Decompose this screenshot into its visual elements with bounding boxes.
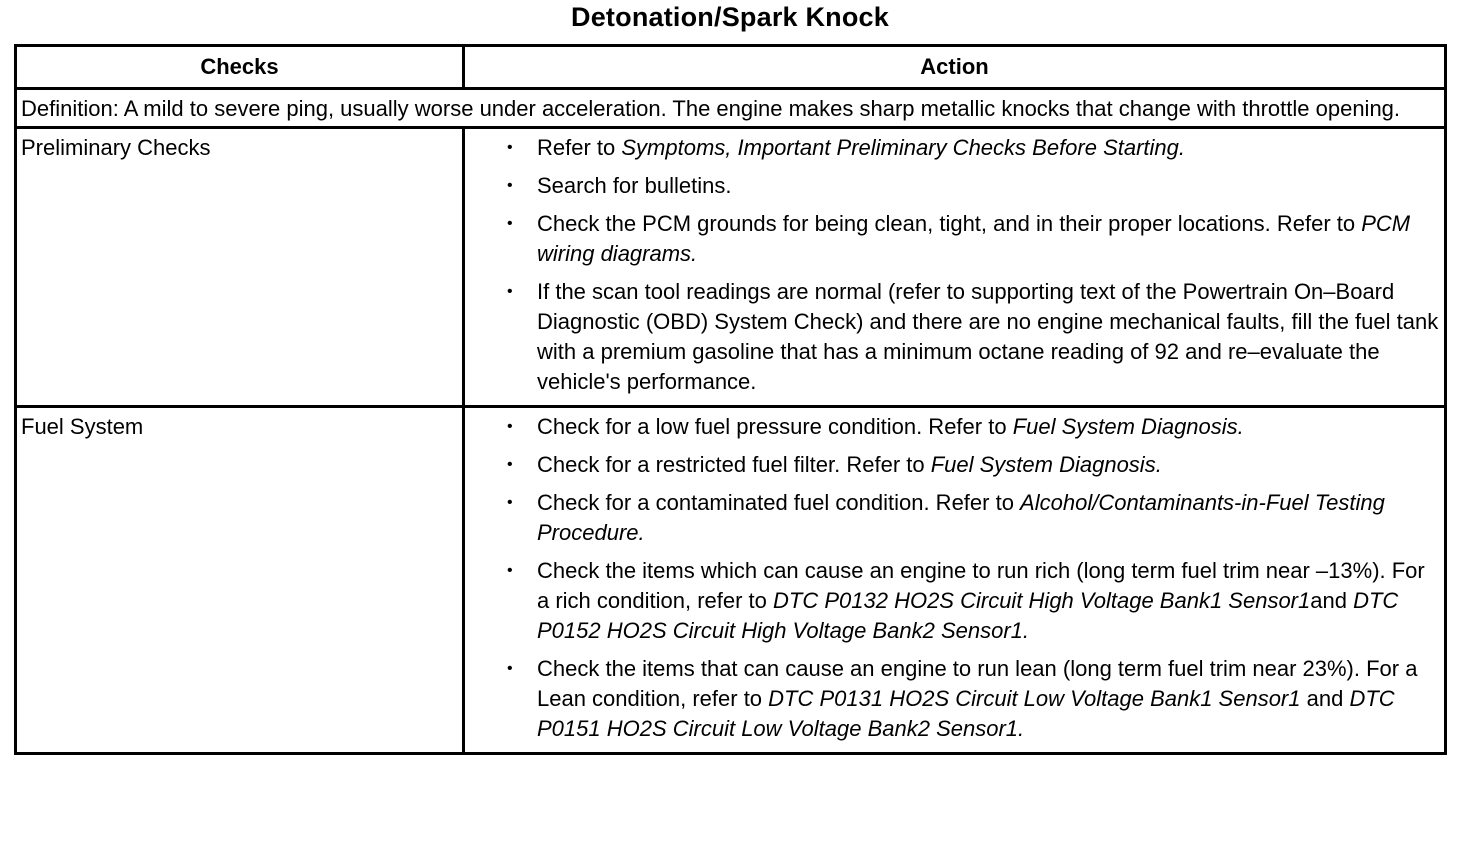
reference-text: Symptoms, Important Preliminary Checks Before Starting. xyxy=(621,135,1186,160)
item-text: Check the PCM grounds for being clean, tight, and in their proper locations. Refer to xyxy=(537,211,1362,236)
bullet-icon: • xyxy=(507,494,513,511)
action-list xyxy=(493,412,1440,744)
bullet-icon: • xyxy=(507,139,513,156)
page-title: Detonation/Spark Knock xyxy=(571,2,889,32)
item-text: Check the items that can cause an engine to run lean (long term fuel trim near 23%). For a Lean condition, refer to xyxy=(537,656,1418,711)
reference-text: DTC P0151 HO2S Circuit Low Voltage Bank2 Sensor1. xyxy=(537,686,1395,741)
reference-text: DTC P0131 HO2S Circuit Low Voltage Bank1 Sensor1 xyxy=(768,686,1301,711)
action-cell xyxy=(464,407,1446,754)
table-row xyxy=(16,407,1446,754)
reference-text: PCM wiring diagrams. xyxy=(537,211,1411,266)
list-item xyxy=(493,277,1440,397)
reference-text: Fuel System Diagnosis. xyxy=(930,452,1162,477)
diagnosis-table xyxy=(14,44,1447,755)
list-item xyxy=(493,450,1440,480)
check-cell: Fuel System xyxy=(16,407,464,754)
item-text: and xyxy=(1310,588,1354,613)
list-item xyxy=(493,133,1440,163)
check-cell: Preliminary Checks xyxy=(16,128,464,407)
action-cell xyxy=(464,128,1446,407)
item-text: Check for a contaminated fuel condition. Refer to xyxy=(537,490,1021,515)
reference-text: Fuel System Diagnosis. xyxy=(1012,414,1244,439)
reference-text: Alcohol/Contaminants-in-Fuel Testing Procedure. xyxy=(537,490,1385,545)
list-item xyxy=(493,171,1440,201)
table-row xyxy=(16,128,1446,407)
list-item xyxy=(493,209,1440,269)
item-text: Check for a low fuel pressure condition. Refer to xyxy=(537,414,1013,439)
bullet-icon: • xyxy=(507,177,513,194)
item-text: Search for bulletins. xyxy=(537,173,732,198)
reference-text: DTC P0132 HO2S Circuit High Voltage Bank1 Sensor1 xyxy=(773,588,1311,613)
bullet-icon: • xyxy=(507,456,513,473)
item-text: Refer to xyxy=(537,135,622,160)
bullet-icon: • xyxy=(507,418,513,435)
list-item xyxy=(493,412,1440,442)
list-item xyxy=(493,488,1440,548)
definition-text: Definition: A mild to severe ping, usually worse under acceleration. The engine makes sharp metallic knocks that change with throttle opening. xyxy=(16,89,1446,128)
header-checks: Checks xyxy=(16,46,464,89)
definition-row xyxy=(16,89,1446,128)
header-action: Action xyxy=(464,46,1446,89)
bullet-icon: • xyxy=(507,283,513,300)
bullet-icon: • xyxy=(507,562,513,579)
item-text: Check for a restricted fuel filter. Refer to xyxy=(537,452,931,477)
bullet-icon: • xyxy=(507,660,513,677)
reference-text: DTC P0152 HO2S Circuit High Voltage Bank2 Sensor1. xyxy=(537,588,1399,643)
header-row xyxy=(16,46,1446,89)
action-list xyxy=(493,133,1440,397)
item-text: and xyxy=(1300,686,1350,711)
item-text: Check the items which can cause an engine to run rich (long term fuel trim near –13%). For a rich condition, refer to xyxy=(537,558,1425,613)
item-text: If the scan tool readings are normal (refer to supporting text of the Powertrain On–Board Diagnostic (OBD) System Check) and there are no engine mechanical faults, fill the fuel tank with a premium gasoline that has a minimum octane reading of 92 and re–evaluate the vehicle's performance. xyxy=(537,279,1439,394)
list-item xyxy=(493,654,1440,744)
bullet-icon: • xyxy=(507,215,513,232)
list-item xyxy=(493,556,1440,646)
